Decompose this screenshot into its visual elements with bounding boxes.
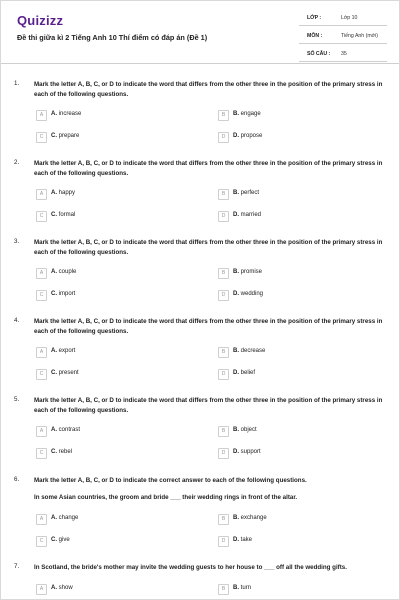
- option-letter: A.: [51, 111, 57, 117]
- option-box: A: [36, 268, 47, 279]
- option-text: import: [58, 291, 76, 297]
- option-letter: C.: [51, 370, 57, 376]
- option-text: exchange: [240, 515, 267, 521]
- meta-subject-label: MÔN :: [307, 33, 323, 39]
- option-text: show: [58, 585, 73, 591]
- question-text: Mark the letter A, B, C, or D to indicate the word that differs from the other three in the position of the primary stress in each of the following questions.: [34, 397, 383, 414]
- meta-class-label: LỚP :: [307, 15, 322, 21]
- option-letter: B.: [233, 111, 239, 117]
- question-text: Mark the letter A, B, C, or D to indicate the word that differs from the other three in the position of the primary stress in each of the following questions.: [34, 239, 383, 256]
- option-box: B: [218, 426, 229, 437]
- option-letter: B.: [233, 585, 239, 591]
- option-text: increase: [58, 111, 82, 117]
- question-text: Mark the letter A, B, C, or D to indicate the word that differs from the other three in the position of the primary stress in each of the following questions.: [34, 160, 383, 177]
- question-number: 4.: [14, 317, 20, 324]
- option-letter: A.: [51, 190, 57, 196]
- option-letter: D.: [233, 291, 239, 297]
- option-box: D: [218, 132, 229, 143]
- option-box: B: [218, 584, 229, 595]
- meta-class-value: Lớp 10: [341, 15, 358, 21]
- option-box: B: [218, 189, 229, 200]
- meta-subject-value: Tiếng Anh (mới): [341, 33, 378, 39]
- option-text: change: [58, 515, 79, 521]
- option-text: wedding: [240, 291, 264, 297]
- option-letter: C.: [51, 291, 57, 297]
- option-letter: A.: [51, 348, 57, 354]
- option-letter: B.: [233, 515, 239, 521]
- option-text: promise: [240, 269, 263, 275]
- option-letter: D.: [233, 133, 239, 139]
- question-text: In Scotland, the bride's mother may invite the wedding guests to her house to ___ off all the wedding gifts.: [34, 564, 347, 571]
- option-text: married: [240, 212, 262, 218]
- option-letter: B.: [233, 348, 239, 354]
- option-letter: C.: [51, 537, 57, 543]
- option-letter: A.: [51, 427, 57, 433]
- question-number: 1.: [14, 80, 20, 87]
- option-box: A: [36, 426, 47, 437]
- option-text: export: [58, 348, 76, 354]
- option-box: C: [36, 448, 47, 459]
- option-text: rebel: [58, 449, 73, 455]
- option-box: C: [36, 290, 47, 301]
- option-text: present: [58, 370, 79, 376]
- question-stem: In some Asian countries, the groom and bride ___ their wedding rings in front of the altar.: [34, 494, 298, 501]
- question-text: Mark the letter A, B, C, or D to indicate the word that differs from the other three in the position of the primary stress in each of the following questions.: [34, 318, 383, 335]
- option-letter: C.: [51, 449, 57, 455]
- meta-class-row: [299, 13, 387, 26]
- option-letter: B.: [233, 269, 239, 275]
- question-number: 2.: [14, 159, 20, 166]
- option-box: D: [218, 211, 229, 222]
- option-letter: D.: [233, 370, 239, 376]
- option-text: give: [58, 537, 70, 543]
- option-box: C: [36, 211, 47, 222]
- option-text: decrease: [240, 348, 266, 354]
- question-text: Mark the letter A, B, C, or D to indicate the word that differs from the other three in the position of the primary stress in each of the following questions.: [34, 81, 383, 98]
- option-letter: C.: [51, 133, 57, 139]
- option-text: object: [240, 427, 257, 433]
- question-number: 6.: [14, 476, 20, 483]
- option-text: happy: [58, 190, 76, 196]
- option-box: A: [36, 584, 47, 595]
- question-number: 3.: [14, 238, 20, 245]
- option-box: A: [36, 347, 47, 358]
- option-text: formal: [58, 212, 76, 218]
- option-box: D: [218, 369, 229, 380]
- option-text: contrast: [58, 427, 81, 433]
- meta-count-value: 35: [341, 51, 347, 57]
- meta-subject-row: [299, 31, 387, 44]
- option-text: propose: [240, 133, 263, 139]
- option-box: D: [218, 448, 229, 459]
- meta-count-label: SỐ CÂU :: [307, 51, 331, 57]
- quizizz-logo: Quizizz: [17, 13, 64, 28]
- option-text: perfect: [240, 190, 260, 196]
- option-letter: D.: [233, 537, 239, 543]
- question-text: Mark the letter A, B, C, or D to indicate the correct answer to each of the following questions.: [34, 477, 307, 484]
- worksheet-header: [1, 1, 399, 64]
- option-text: turn: [240, 585, 252, 591]
- option-letter: B.: [233, 190, 239, 196]
- option-box: D: [218, 536, 229, 547]
- option-box: B: [218, 347, 229, 358]
- option-box: B: [218, 110, 229, 121]
- option-box: A: [36, 110, 47, 121]
- option-text: prepare: [58, 133, 80, 139]
- option-letter: A.: [51, 269, 57, 275]
- option-box: B: [218, 514, 229, 525]
- option-letter: B.: [233, 427, 239, 433]
- worksheet-title: Đề thi giữa kì 2 Tiếng Anh 10 Thí điểm có đáp án (Đề 1): [17, 33, 208, 42]
- option-letter: A.: [51, 585, 57, 591]
- option-text: belief: [240, 370, 256, 376]
- option-letter: A.: [51, 515, 57, 521]
- option-letter: C.: [51, 212, 57, 218]
- meta-panel: [299, 13, 387, 67]
- question-number: 7.: [14, 563, 20, 570]
- option-box: C: [36, 536, 47, 547]
- option-box: D: [218, 290, 229, 301]
- option-box: A: [36, 514, 47, 525]
- option-box: C: [36, 132, 47, 143]
- option-box: A: [36, 189, 47, 200]
- option-letter: D.: [233, 212, 239, 218]
- option-box: B: [218, 268, 229, 279]
- option-text: support: [240, 449, 261, 455]
- option-box: C: [36, 369, 47, 380]
- option-text: engage: [240, 111, 261, 117]
- option-text: couple: [58, 269, 77, 275]
- meta-count-row: [299, 49, 387, 62]
- option-letter: D.: [233, 449, 239, 455]
- option-text: take: [240, 537, 253, 543]
- question-number: 5.: [14, 396, 20, 403]
